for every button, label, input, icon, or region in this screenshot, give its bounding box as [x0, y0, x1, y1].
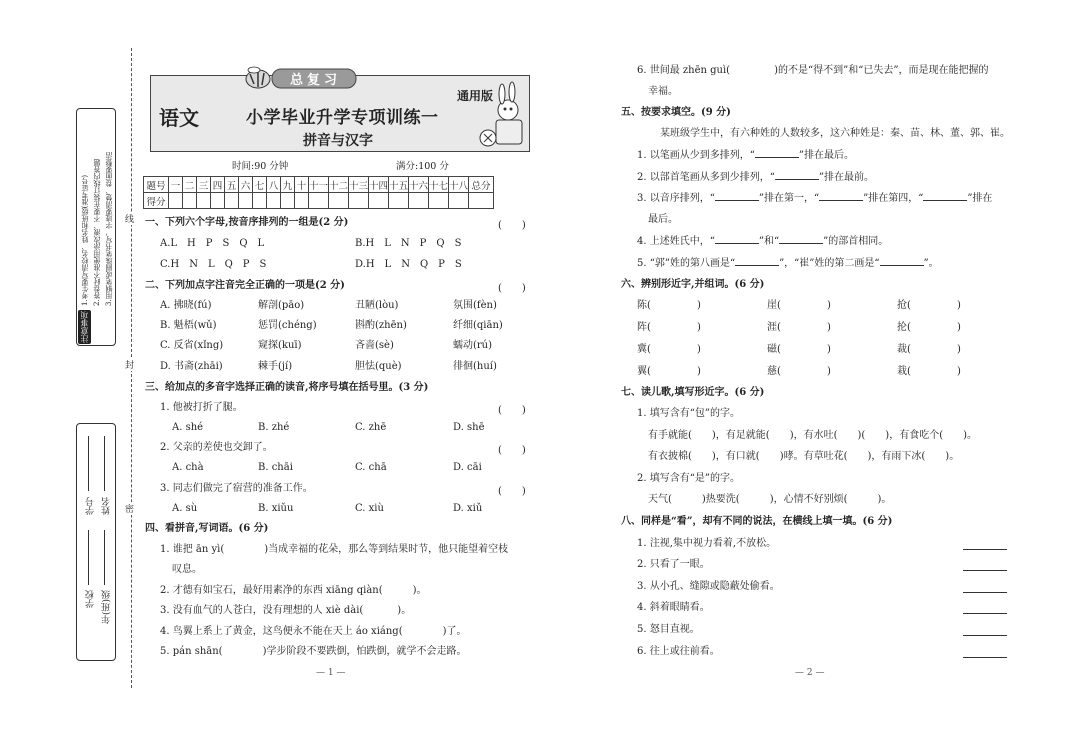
table-cell: 十 [295, 177, 309, 193]
score-input-cell[interactable] [309, 193, 329, 209]
student-info-box [76, 423, 116, 661]
table-cell: 三 [197, 177, 211, 193]
answer-blank[interactable] [715, 234, 759, 244]
school-field-line[interactable] [88, 530, 89, 585]
question-text: 1. 谁把 ān yì( [160, 544, 225, 555]
option: A. sù [172, 503, 198, 514]
answer-blank[interactable] [923, 191, 967, 201]
look-item: 3. 从小孔、缝隙或隐蔽处偷看。 [637, 581, 780, 592]
option-row-a-2: 解剖(pāo) [258, 300, 305, 311]
question-3-2: 2. 父亲的差使也交卸了。 [160, 442, 273, 453]
grade-field-line[interactable] [104, 530, 105, 585]
rhyme-line-1[interactable]: 有手就能( )，有足就能( )，有水吐( )( )，有食吃个( )。 [648, 430, 978, 441]
section-7-title: 七、读儿歌,填写形近字。(6 分) [621, 387, 765, 398]
char-word-item: 慈( [767, 366, 781, 377]
option-d: D.H L N Q P S [355, 259, 462, 270]
answer-blank[interactable] [880, 256, 924, 266]
score-input-cell[interactable] [281, 193, 295, 209]
char-word-close[interactable]: ) [697, 366, 701, 377]
table-cell: 九 [281, 177, 295, 193]
question-4-1 [160, 543, 508, 557]
section-8-title: 八、同样是“看”，却有不同的说法，在横线上填一填。(6 分) [621, 516, 893, 527]
answer-line[interactable] [963, 657, 1007, 658]
question-4-6 [637, 64, 988, 78]
table-cell: 七 [253, 177, 267, 193]
question-4-2 [160, 584, 427, 598]
exam-time: 时间:90 分钟 [232, 161, 289, 172]
main-title: 小学毕业升学专项训练一 [246, 108, 439, 128]
score-input-cell[interactable] [429, 193, 449, 209]
question-text: ”排在 [967, 193, 993, 204]
look-item: 6. 往上或往前看。 [637, 646, 720, 657]
char-word-item: 裁( [897, 344, 911, 355]
option: D. xiǔ [453, 503, 483, 514]
char-word-item: 抡( [897, 322, 911, 333]
notice-line-1: 1.考生要写清校名、姓名和班级(准考证号) [81, 174, 89, 306]
table-cell: 四 [211, 177, 225, 193]
table-cell: 十三 [349, 177, 369, 193]
option-row-c-4: 蠕动(rú) [453, 340, 493, 351]
look-item: 2. 只看了一眼。 [637, 559, 710, 570]
answer-line[interactable] [963, 635, 1007, 636]
question-text: ”。 [923, 258, 939, 269]
char-word-close[interactable]: ) [697, 344, 701, 355]
table-cell: 五 [225, 177, 239, 193]
option: C. chā [355, 462, 387, 473]
look-item: 4. 斜着眼睛看。 [637, 602, 710, 613]
char-word-item: 栽( [897, 366, 911, 377]
option: B. xiǔu [258, 503, 294, 514]
option-row-d-2: 棘手(jí) [258, 361, 293, 372]
question-7-1: 1. 填写含有“包”的字。 [637, 408, 740, 419]
option-row-b-4: 纤细(qiān) [453, 320, 503, 331]
question-text: 6. 世间最 zhēn guì( [637, 65, 731, 76]
question-text: ”排在第四，“ [863, 193, 924, 204]
name-field-line[interactable] [104, 436, 105, 491]
answer-paren[interactable]: ( ) [498, 220, 526, 231]
char-word-item: 涯( [767, 322, 781, 333]
question-text: 2. 才德有如宝石，最好用素净的东西 xiāng qiàn( [160, 585, 383, 596]
option: B. chāi [258, 462, 293, 473]
notice-title: 注意事项 [80, 311, 89, 343]
binding-word-xian: 线 [125, 212, 134, 225]
answer-blank[interactable] [819, 191, 863, 201]
table-cell: 十四 [369, 177, 389, 193]
option-b: B.H L N P Q S [355, 238, 462, 249]
option-row-d-4: 徘徊(huí) [453, 361, 497, 372]
question-text: )。 [412, 585, 427, 596]
answer-blank[interactable] [775, 170, 819, 180]
name-field-label: 姓名 [102, 497, 112, 515]
char-word-close[interactable]: ) [827, 344, 831, 355]
char-word-item: 翼( [637, 366, 651, 377]
school-field-label: 学校 [86, 590, 96, 608]
char-word-item: 冀( [637, 344, 651, 355]
option-c: C.H N L Q P S [160, 259, 267, 270]
char-word-item: 陈( [637, 300, 651, 311]
notice-line-3: 3.用钢笔或圆珠笔书写，字迹要清楚、卷面要整洁 [105, 152, 113, 306]
score-input-cell[interactable] [211, 193, 225, 209]
score-input-cell[interactable] [183, 193, 197, 209]
option: D. shē [453, 422, 485, 433]
score-input-cell[interactable] [253, 193, 267, 209]
section-6-title: 六、辨别形近字,并组词。(6 分) [621, 279, 765, 290]
score-input-cell[interactable] [295, 193, 309, 209]
question-text: 4. 鸟翼上系上了黄金，这鸟便永不能在天上 áo xiáng( [160, 626, 403, 637]
mascot-illustration-icon [478, 80, 528, 148]
binding-word-feng: 封 [125, 358, 134, 371]
question-5-1 [637, 148, 854, 163]
sub-title: 拼音与汉字 [303, 133, 373, 149]
score-table-header-row [144, 177, 494, 193]
score-input-cell[interactable] [449, 193, 469, 209]
option: A. shé [172, 422, 204, 433]
score-input-cell[interactable] [329, 193, 349, 209]
score-input-cell[interactable] [239, 193, 253, 209]
question-text: ”排在第一，“ [758, 193, 820, 204]
section-4-title: 四、看拼音,写词语。(6 分) [145, 523, 269, 534]
question-4-1-cont: 叹息。 [172, 564, 202, 575]
score-input-cell[interactable] [349, 193, 369, 209]
answer-paren[interactable]: ( ) [498, 283, 526, 294]
look-item: 5. 怒目直视。 [637, 624, 700, 635]
table-cell: 十二 [329, 177, 349, 193]
notice-line-2: 2.答卷时不准使用涂改液、不要在装订线内答题 [93, 159, 101, 306]
char-word-close[interactable]: ) [957, 300, 961, 311]
table-cell: 题号 [144, 177, 169, 193]
rhyme-line-2[interactable]: 有衣披棉( )，有口就( )哮。有草吐花( )，有雨下冰( )。 [648, 451, 960, 462]
question-5-3 [637, 191, 992, 206]
question-text: 3. 没有血气的人苍白，没有理想的人 xiè dài( [160, 605, 364, 616]
score-input-cell[interactable] [409, 193, 429, 209]
question-text: 1. 以笔画从少到多排列，“ [637, 150, 755, 161]
score-input-cell[interactable] [197, 193, 211, 209]
char-word-item: 崖( [767, 300, 781, 311]
option-row-a-4: 氛围(fèn) [453, 300, 497, 311]
question-4-4 [160, 625, 467, 639]
grade-field-label: 年(班)级 [102, 590, 112, 625]
score-input-cell[interactable] [369, 193, 389, 209]
char-word-close[interactable]: ) [827, 366, 831, 377]
score-input-cell[interactable] [225, 193, 239, 209]
char-word-close[interactable]: ) [827, 300, 831, 311]
char-word-close[interactable]: ) [957, 322, 961, 333]
question-5-4 [637, 234, 888, 249]
section-5-title: 五、按要求填空。(9 分) [621, 107, 731, 118]
answer-line[interactable] [963, 549, 1007, 550]
question-text: 5. “郭”姓的第八画是“ [637, 258, 736, 269]
question-text: )当成幸福的花朵，那么等到结果时节，他只能望着空枝 [264, 544, 509, 555]
option-row-a-3: 丑陋(lòu) [355, 300, 399, 311]
question-4-6-cont: 幸福。 [648, 86, 678, 97]
question-4-3 [160, 604, 411, 618]
section-5-intro: 某班级学生中，有六种姓的人数较多，这六种姓是：秦、苗、林、董、郭、崔。 [660, 128, 1010, 139]
answer-paren[interactable]: ( ) [498, 486, 526, 497]
char-word-close[interactable]: ) [697, 300, 701, 311]
score-input-cell[interactable] [169, 193, 183, 209]
option-row-c-3: 吝啬(sè) [355, 340, 394, 351]
question-text: ”，“崔”姓的第二画是“ [779, 258, 880, 269]
number-field-line[interactable] [88, 436, 89, 491]
question-text: ”排在最前。 [818, 172, 874, 183]
table-cell: 八 [267, 177, 281, 193]
section-2-title: 二、下列加点字注音完全正确的一项是(2 分) [145, 280, 345, 291]
score-input-cell[interactable] [267, 193, 281, 209]
question-text: 4. 上述姓氏中，“ [637, 236, 715, 247]
table-cell: 十五 [389, 177, 409, 193]
question-text: )的不是“得不到”和“已失去”，而是现在能把握的 [774, 65, 989, 76]
look-item: 1. 注视,集中视力看着,不放松。 [637, 538, 777, 549]
option: D. cāi [453, 462, 482, 473]
answer-blank[interactable] [715, 191, 759, 201]
answer-line[interactable] [963, 570, 1007, 571]
char-word-close[interactable]: ) [697, 322, 701, 333]
rhyme-line-3[interactable]: 天气( )热要洗( )，心情不好别烦( )。 [648, 494, 892, 505]
char-word-item: 阵( [637, 322, 651, 333]
table-cell: 十一 [309, 177, 329, 193]
table-cell: 十八 [449, 177, 469, 193]
question-text: 3. 以音序排列，“ [637, 193, 715, 204]
answer-blank[interactable] [755, 148, 799, 158]
option-row-d-1: D. 书斋(zhāi) [160, 361, 223, 372]
page-number-1: — 1 — [316, 668, 346, 678]
table-cell: 十七 [429, 177, 449, 193]
score-table [143, 176, 494, 209]
question-text: ”排在最后。 [798, 150, 854, 161]
table-cell: 得分 [144, 193, 169, 209]
question-5-2 [637, 170, 874, 185]
option-row-b-2: 惩罚(chéng) [258, 320, 317, 331]
char-word-item: 抢( [897, 300, 911, 311]
question-5-5 [637, 256, 939, 271]
question-3-3: 3. 同志们做完了宿营的准备工作。 [160, 483, 313, 494]
section-3-title: 三、给加点的多音字选择正确的读音,将序号填在括号里。(3 分) [145, 382, 429, 393]
question-7-2: 2. 填写含有“是”的字。 [637, 473, 740, 484]
option-a: A.L H P S Q L [160, 238, 265, 249]
question-text: ”的部首相同。 [823, 236, 889, 247]
option: C. zhē [355, 422, 387, 433]
option-row-c-1: C. 反省(xǐng) [160, 340, 224, 351]
char-word-close[interactable]: ) [827, 322, 831, 333]
answer-blank[interactable] [735, 256, 779, 266]
question-text: 5. pán shān( [160, 646, 223, 657]
question-5-3-cont: 最后。 [648, 214, 678, 225]
edition-label: 通用版 [457, 89, 494, 103]
char-word-close[interactable]: ) [957, 366, 961, 377]
answer-line[interactable] [963, 613, 1007, 614]
table-cell: 六 [239, 177, 253, 193]
answer-blank[interactable] [779, 234, 823, 244]
table-cell: 二 [183, 177, 197, 193]
question-text: 2. 以部首笔画从多到少排列，“ [637, 172, 775, 183]
option-row-b-3: 斟酌(zhēn) [355, 320, 407, 331]
option-row-b-1: B. 魁梧(wǔ) [160, 320, 217, 331]
option-row-c-2: 窥探(kuī) [258, 340, 302, 351]
page-number-2: — 2 — [795, 668, 825, 678]
binding-word-mi: 密 [125, 502, 134, 515]
option: B. zhé [258, 422, 290, 433]
answer-paren[interactable]: ( ) [498, 445, 526, 456]
section-1-title: 一、下列六个字母,按音序排列的一组是(2 分) [145, 217, 349, 228]
number-field-label: 学号 [86, 497, 96, 515]
question-text: )。 [397, 605, 412, 616]
score-input-cell[interactable] [469, 193, 494, 209]
score-input-cell[interactable] [389, 193, 409, 209]
char-word-close[interactable]: ) [957, 344, 961, 355]
logo-text: 总复习 [290, 73, 342, 88]
question-text: )学步阶段不要跌倒，怕跌倒，就学不会走路。 [262, 646, 467, 657]
option: A. chà [172, 462, 204, 473]
table-cell: 十六 [409, 177, 429, 193]
exam-full-score: 满分:100 分 [396, 161, 449, 172]
table-cell: 一 [169, 177, 183, 193]
question-text: ”和“ [758, 236, 780, 247]
subject-title: 语文 [159, 106, 199, 130]
char-word-item: 磁( [767, 344, 781, 355]
option: C. xiù [355, 503, 384, 514]
answer-paren[interactable]: ( ) [498, 405, 526, 416]
option-row-d-3: 胆怯(què) [355, 361, 402, 372]
option-row-a-1: A. 拂晓(fú) [160, 300, 212, 311]
question-text: )了。 [442, 626, 467, 637]
question-3-1: 1. 他被打折了腿。 [160, 402, 243, 413]
table-cell: 总分 [469, 177, 494, 193]
answer-line[interactable] [963, 592, 1007, 593]
question-4-5 [160, 645, 466, 659]
score-table-score-row [144, 193, 494, 209]
